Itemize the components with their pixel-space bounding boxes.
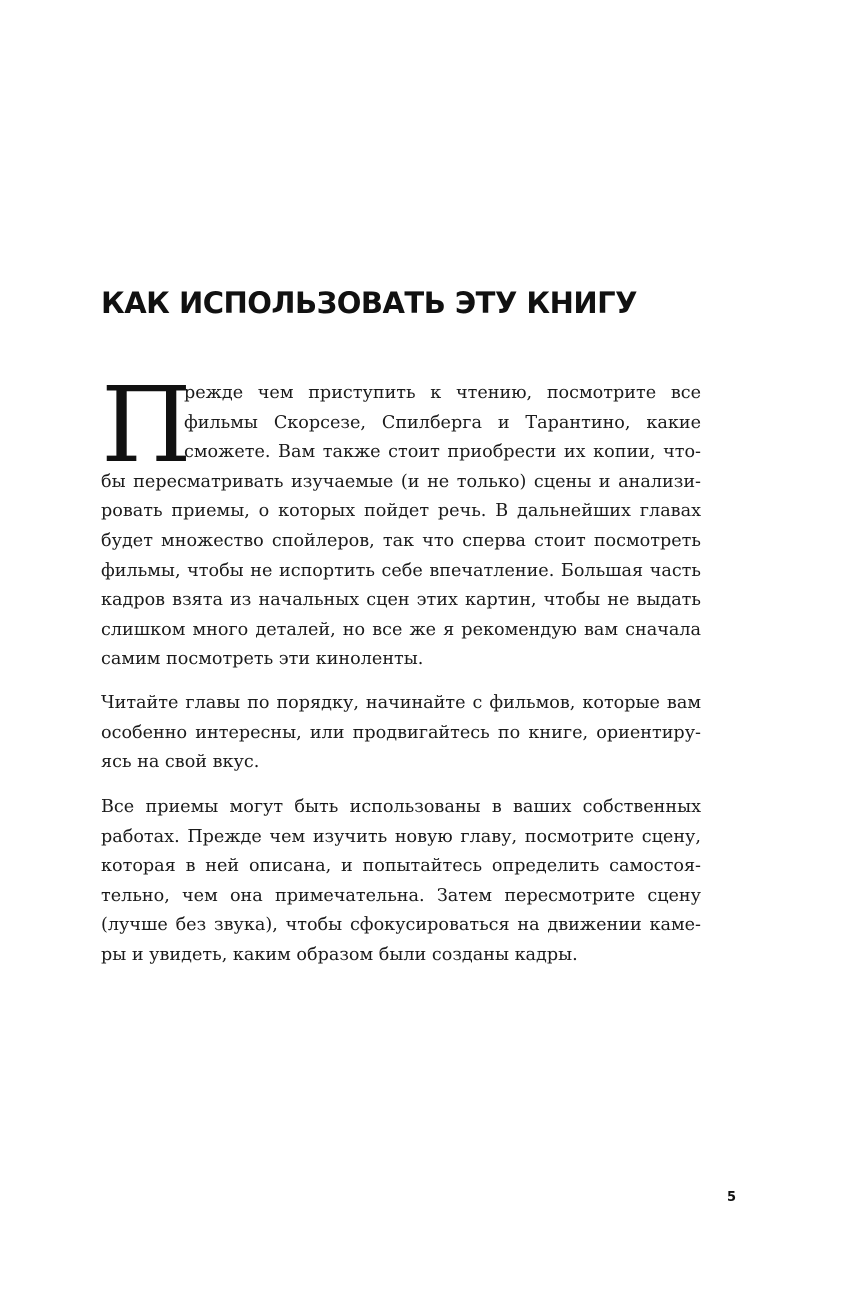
text-line: тельно, чем она примечательна. Затем пересмотрите сцену bbox=[101, 885, 701, 906]
text-line: бы пересматривать изучаемые (и не только) сцены и анализи- bbox=[101, 471, 701, 492]
text-line: фильмы, чтобы не испортить себе впечатление. Большая часть bbox=[101, 560, 701, 581]
text-line: работах. Прежде чем изучить новую главу, посмотрите сцену, bbox=[101, 826, 701, 847]
text-line: фильмы Скорсезе, Спилберга и Тарантино, какие bbox=[184, 412, 701, 433]
paragraph-intro bbox=[101, 379, 701, 675]
page-number: 5 bbox=[727, 1190, 737, 1205]
text-line: особенно интересны, или продвигайтесь по книге, ориентиру- bbox=[101, 722, 701, 743]
text-line: самим посмотреть эти киноленты. bbox=[101, 649, 424, 670]
chapter-heading: КАК ИСПОЛЬЗОВАТЬ ЭТУ КНИГУ bbox=[101, 286, 638, 320]
text-line: ры и увидеть, каким образом были созданы кадры. bbox=[101, 944, 578, 965]
text-line: Читайте главы по порядку, начинайте с фильмов, которые вам bbox=[101, 693, 701, 713]
text-line: ясь на свой вкус. bbox=[101, 752, 260, 773]
text-line: слишком много деталей, но все же я рекомендую вам сначала bbox=[101, 619, 701, 640]
text-line: (лучше без звука), чтобы сфокусироваться на движении каме- bbox=[101, 915, 701, 936]
text-line: кадров взята из начальных сцен этих картин, чтобы не выдать bbox=[101, 590, 701, 611]
paragraph-techniques bbox=[101, 793, 701, 971]
text-line: будет множество спойлеров, так что сперва стоит посмотреть bbox=[101, 530, 701, 551]
drop-cap-letter: П bbox=[101, 364, 192, 486]
text-line: которая в ней описана, и попытайтесь определить самостоя- bbox=[101, 856, 701, 877]
text-line: сможете. Вам также стоит приобрести их копии, что- bbox=[184, 442, 701, 463]
text-line: режде чем приступить к чтению, посмотрите все bbox=[184, 383, 701, 403]
text-line: ровать приемы, о которых пойдет речь. В дальнейших главах bbox=[101, 501, 701, 522]
text-line: Все приемы могут быть использованы в ваших собственных bbox=[101, 797, 701, 817]
paragraph-reading-order bbox=[101, 689, 701, 778]
